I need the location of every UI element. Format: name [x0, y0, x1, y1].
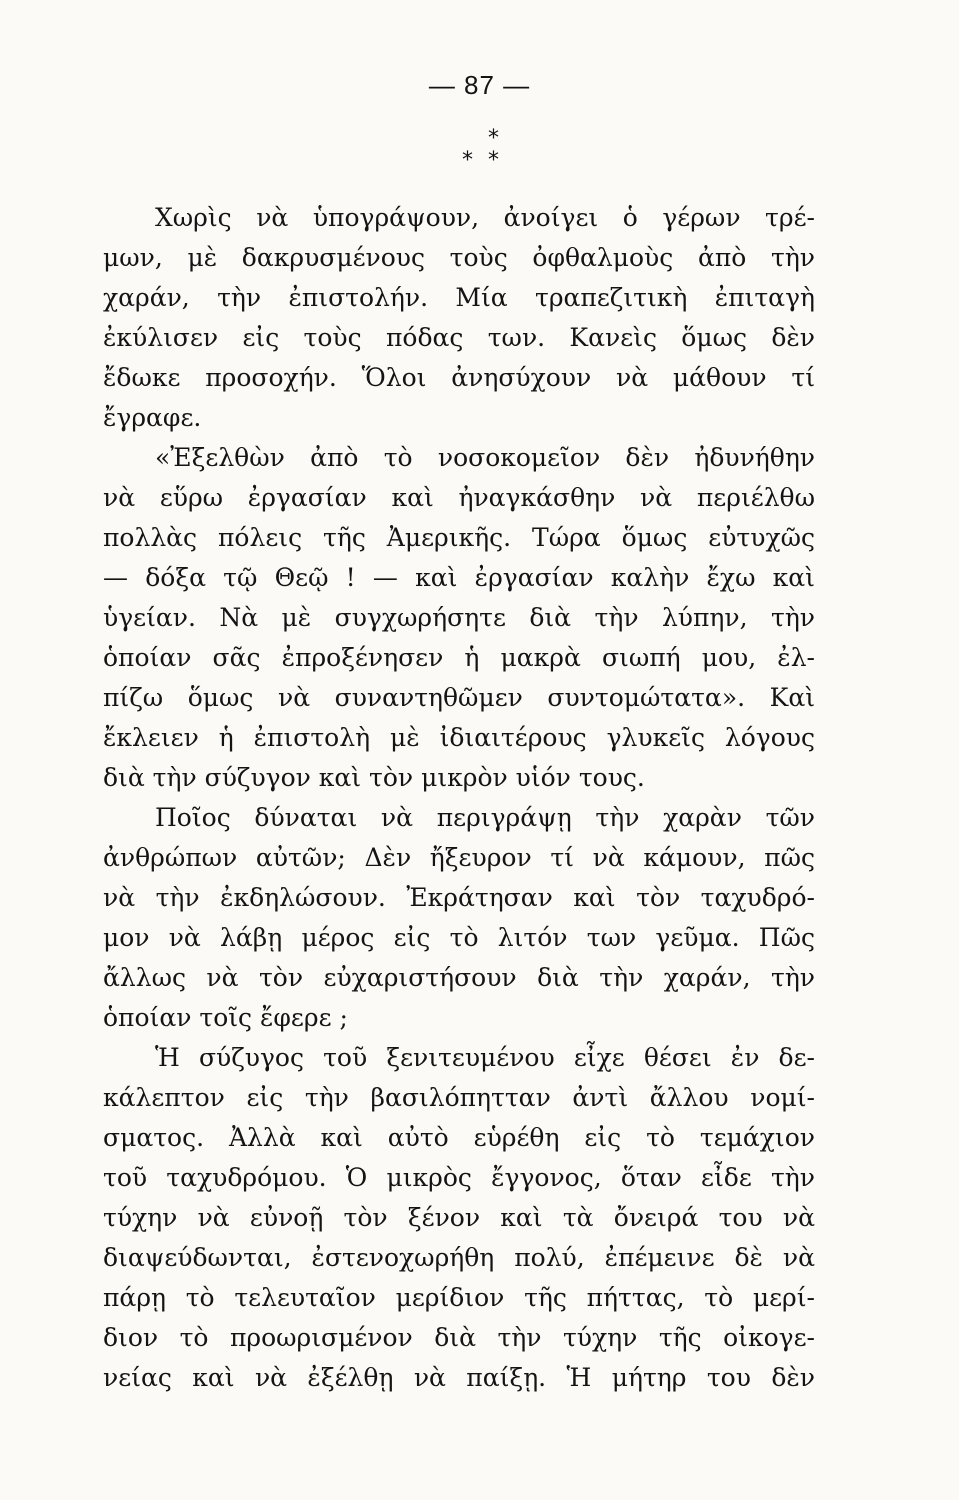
- text-line: ὁποίαν τοῖς ἔφερε ;: [103, 1003, 348, 1032]
- text-line: τοῦ ταχυδρόμου. Ὁ μικρὸς ἔγγονος, ὅταν εἶδε τὴν: [103, 1163, 815, 1192]
- text-line: πάρῃ τὸ τελευταῖον μερίδιον τῆς πήττας, τὸ μερί-: [103, 1283, 815, 1312]
- text-line: νείας καὶ νὰ ἐξέλθῃ νὰ παίξῃ. Ἡ μήτηρ του δὲν: [103, 1363, 815, 1392]
- text-line: διαψεύδωνται, ἐστενοχωρήθη πολύ, ἐπέμεινε δὲ νὰ: [103, 1243, 815, 1272]
- text-line: ἐκύλισεν εἰς τοὺς πόδας των. Κανεὶς ὅμως δὲν: [103, 323, 815, 352]
- page-number: — 87 —: [428, 70, 531, 100]
- text-line: κάλεπτον εἰς τὴν βασιλόπητταν ἀντὶ ἄλλου νομί-: [103, 1083, 815, 1112]
- text-line: ὑγείαν. Νὰ μὲ συγχωρήσητε διὰ τὴν λύπην, τὴν: [103, 603, 815, 632]
- text-line: — δόξα τῷ Θεῷ ! — καὶ ἐργασίαν καλὴν ἔχω καὶ: [103, 563, 815, 592]
- text-line: ὁποίαν σᾶς ἐπροξένησεν ἡ μακρὰ σιωπή μου, ἐλ-: [103, 643, 815, 672]
- text-line: Χωρὶς νὰ ὑπογράψουν, ἀνοίγει ὁ γέρων τρέ-: [155, 203, 815, 232]
- text-line: νὰ τὴν ἐκδηλώσουν. Ἐκράτησαν καὶ τὸν ταχυδρό-: [103, 883, 815, 912]
- text-line: ἔκλειεν ἡ ἐπιστολὴ μὲ ἰδιαιτέρους γλυκεῖς λόγους: [103, 723, 815, 752]
- text-line: ἔγραφε.: [103, 403, 202, 432]
- body-text: [103, 198, 815, 1398]
- text-line: πολλὰς πόλεις τῆς Ἀμερικῆς. Τώρα ὅμως εὐτυχῶς: [103, 523, 815, 552]
- text-line: Ἡ σύζυγος τοῦ ξενιτευμένου εἶχε θέσει ἐν δε-: [155, 1043, 815, 1072]
- text-line: Ποῖος δύναται νὰ περιγράψῃ τὴν χαρὰν τῶν: [155, 803, 815, 832]
- text-line: πίζω ὅμως νὰ συναντηθῶμεν συντομώτατα». Καὶ: [103, 683, 815, 712]
- text-line: τύχην νὰ εὐνοῇ τὸν ξένον καὶ τὰ ὄνειρά του νὰ: [103, 1203, 815, 1232]
- text-line: ἄλλως νὰ τὸν εὐχαριστήσουν διὰ τὴν χαράν, τὴν: [103, 963, 815, 992]
- section-asterism-top: *: [488, 126, 499, 151]
- text-line: χαράν, τὴν ἐπιστολήν. Μία τραπεζιτικὴ ἐπιταγὴ: [103, 283, 815, 312]
- text-line: νὰ εὕρω ἐργασίαν καὶ ἠναγκάσθην νὰ περιέλθω: [103, 483, 815, 512]
- text-line: σματος. Ἀλλὰ καὶ αὐτὸ εὑρέθη εἰς τὸ τεμάχιον: [103, 1123, 815, 1152]
- text-line: διὰ τὴν σύζυγον καὶ τὸν μικρὸν υἱόν τους.: [103, 763, 645, 792]
- text-line: διον τὸ προωρισμένον διὰ τὴν τύχην τῆς οἰκογε-: [103, 1323, 815, 1352]
- text-line: ἔδωκε προσοχήν. Ὅλοι ἀνησύχουν νὰ μάθουν τί: [103, 363, 815, 392]
- text-line: ἀνθρώπων αὐτῶν; Δὲν ἤξευρον τί νὰ κάμουν, πῶς: [103, 843, 815, 872]
- text-line: μων, μὲ δακρυσμένους τοὺς ὀφθαλμοὺς ἀπὸ τὴν: [103, 243, 815, 272]
- text-line: μον νὰ λάβῃ μέρος εἰς τὸ λιτόν των γεῦμα. Πῶς: [103, 923, 815, 952]
- section-asterism-bottom: * *: [462, 148, 503, 173]
- text-line: «Ἐξελθὼν ἀπὸ τὸ νοσοκομεῖον δὲν ἠδυνήθην: [155, 443, 815, 472]
